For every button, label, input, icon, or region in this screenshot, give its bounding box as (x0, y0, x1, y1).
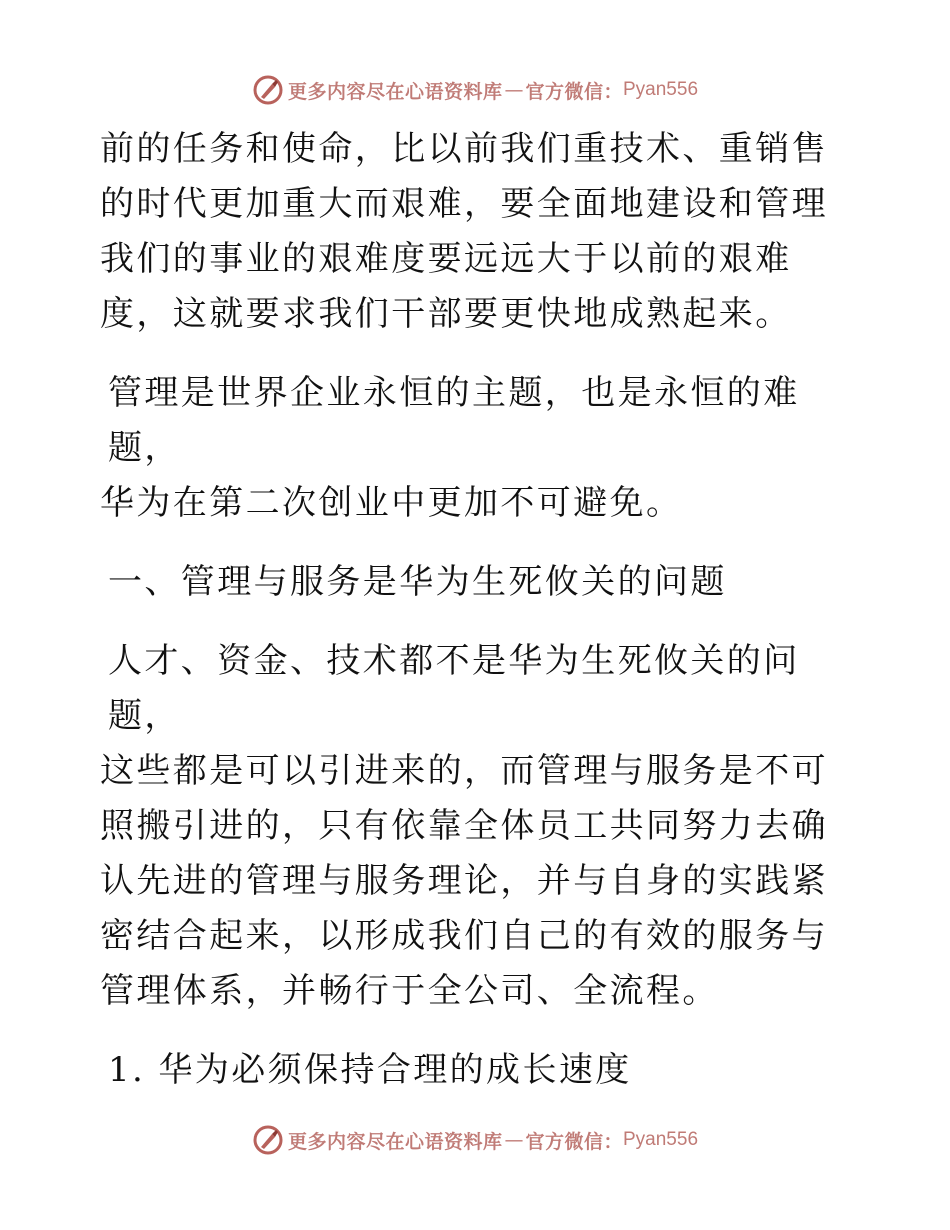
watermark-label: 官方微信： (525, 80, 623, 103)
pen-logo-icon (252, 74, 284, 106)
watermark-handle: Pyan556 (623, 1129, 699, 1150)
watermark-label: 官方微信： (525, 1130, 623, 1153)
section-heading-1: 一、管理与服务是华为生死攸关的问题 (108, 562, 727, 602)
paragraph-2-line-2: 华为在第二次创业中更加不可避免。 (100, 483, 683, 523)
paragraph-2-line-1: 管理是世界企业永恒的主题，也是永恒的难题， (108, 373, 800, 468)
paragraph-3-body: 这些都是可以引进来的，而管理与服务是不可照搬引进的，只有依靠全体员工共同努力去确认先进的管理与服务理论，并与自身的实践紧密结合起来，以形成我们自己的有效的服务与管理体系，并畅行于全公司、全流程。 (100, 751, 828, 1011)
pen-logo-icon (252, 1124, 284, 1156)
paragraph-1: 前的任务和使命，比以前我们重技术、重销售的时代更加重大而艰难，要全面地建设和管理我们的事业的艰难度要远远大于以前的艰难度，这就要求我们干部要更快地成熟起来。 (100, 129, 828, 334)
section-heading-2: 1. 华为必须保持合理的成长速度 (108, 1050, 632, 1090)
watermark-text: 更多内容尽在心语资料库 (287, 80, 503, 103)
watermark-separator: — (504, 1129, 524, 1151)
header-watermark (0, 70, 950, 110)
watermark-text: 更多内容尽在心语资料库 (287, 1130, 503, 1153)
document-body (100, 122, 860, 1098)
paragraph-3-line-1: 人才、资金、技术都不是华为生死攸关的问题， (108, 641, 800, 736)
watermark-separator: — (504, 79, 524, 101)
watermark-handle: Pyan556 (623, 79, 699, 100)
footer-watermark (0, 1120, 950, 1160)
